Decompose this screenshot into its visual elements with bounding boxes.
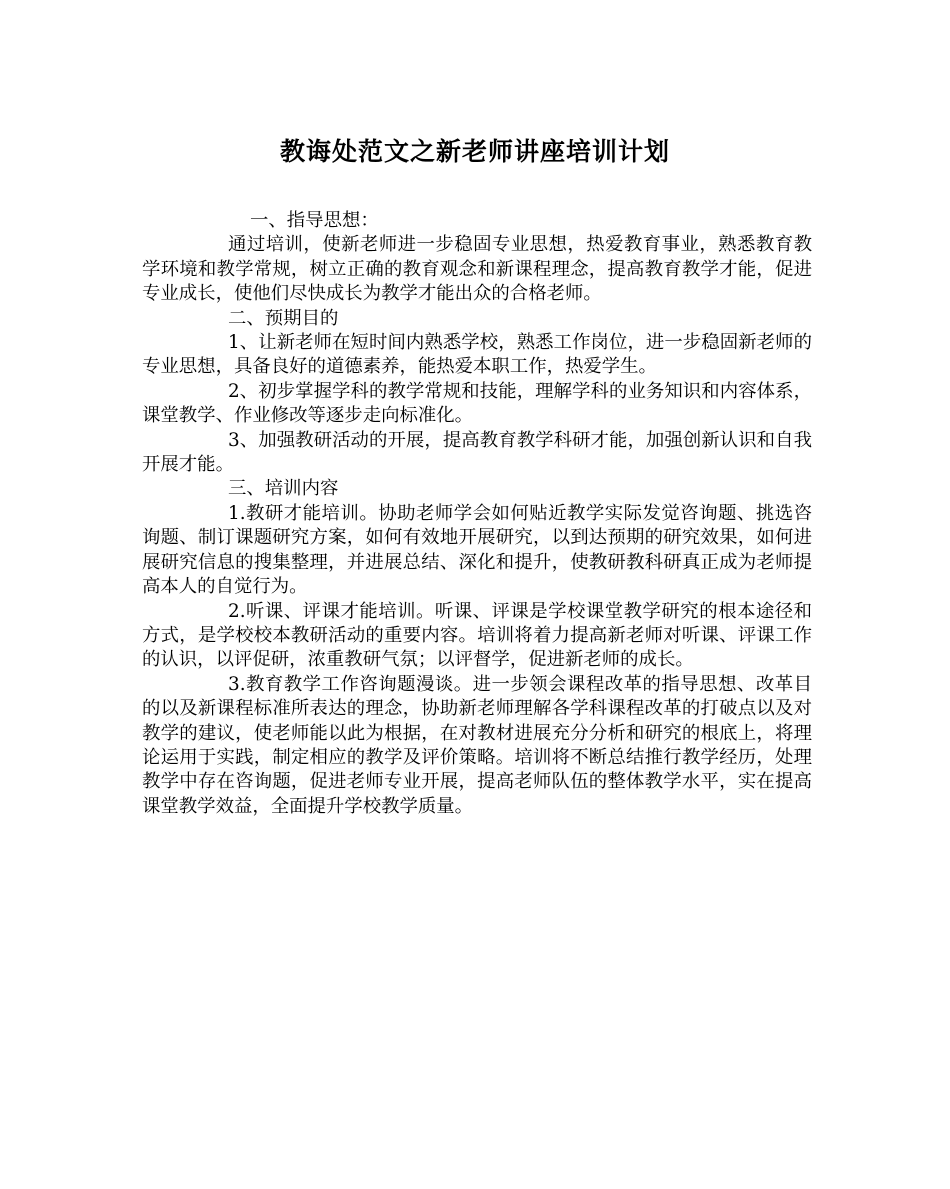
document-body xyxy=(142,209,812,819)
training-item-2: 2.听课、评课才能培训。听课、评课是学校课堂教学研究的根本途径和方式，是学校校本教研活动的重要内容。培训将着力提高新老师对听课、评课工作的认识，以评促研，浓重教研气氛；以评督学，促进新老师的成长。 xyxy=(142,600,812,671)
goal-item-3: 3、加强教研活动的开展，提高教育教学科研才能，加强创新认识和自我开展才能。 xyxy=(142,429,812,476)
training-item-3: 3.教育教学工作咨询题漫谈。进一步领会课程改革的指导思想、改革目的以及新课程标准所表达的理念，协助新老师理解各学科课程改革的打破点以及对教学的建议，使老师能以此为根据，在对教材进展充分分析和研究的根底上，将理论运用于实践，制定相应的教学及评价策略。培训将不断总结推行教学经历，处理教学中存在咨询题，促进老师专业开展，提高老师队伍的整体教学水平，实在提高课堂教学效益，全面提升学校教学质量。 xyxy=(142,673,812,817)
section-heading-expected-goals: 二、预期目的 xyxy=(228,307,339,329)
paragraph-guiding-ideology: 通过培训，使新老师进一步稳固专业思想，热爱教育事业，熟悉教育教学环境和教学常规，树立正确的教育观念和新课程理念，提高教育教学才能，促进专业成长，使他们尽快成长为教学才能出众的合格老师。 xyxy=(142,234,812,305)
goal-item-1: 1、让新老师在短时间内熟悉学校，熟悉工作岗位，进一步稳固新老师的专业思想，具备良好的道德素养，能热爱本职工作，热爱学生。 xyxy=(142,332,812,378)
section-heading-training-content: 三、培训内容 xyxy=(228,478,339,500)
training-item-1: 1.教研才能培训。协助老师学会如何贴近教学实际发觉咨询题、挑选咨询题、制订课题研究方案，如何有效地开展研究，以到达预期的研究效果，如何进展研究信息的搜集整理，并进展总结、深化和提升，使教研教科研真正成为老师提高本人的自觉行为。 xyxy=(142,502,812,598)
goal-item-2: 2、初步掌握学科的教学常规和技能，理解学科的业务知识和内容体系，课堂教学、作业修改等逐步走向标准化。 xyxy=(142,380,812,427)
section-heading-guiding-ideology: 一、指导思想： xyxy=(250,210,379,231)
document-title: 教诲处范文之新老师讲座培训计划 xyxy=(279,137,670,166)
